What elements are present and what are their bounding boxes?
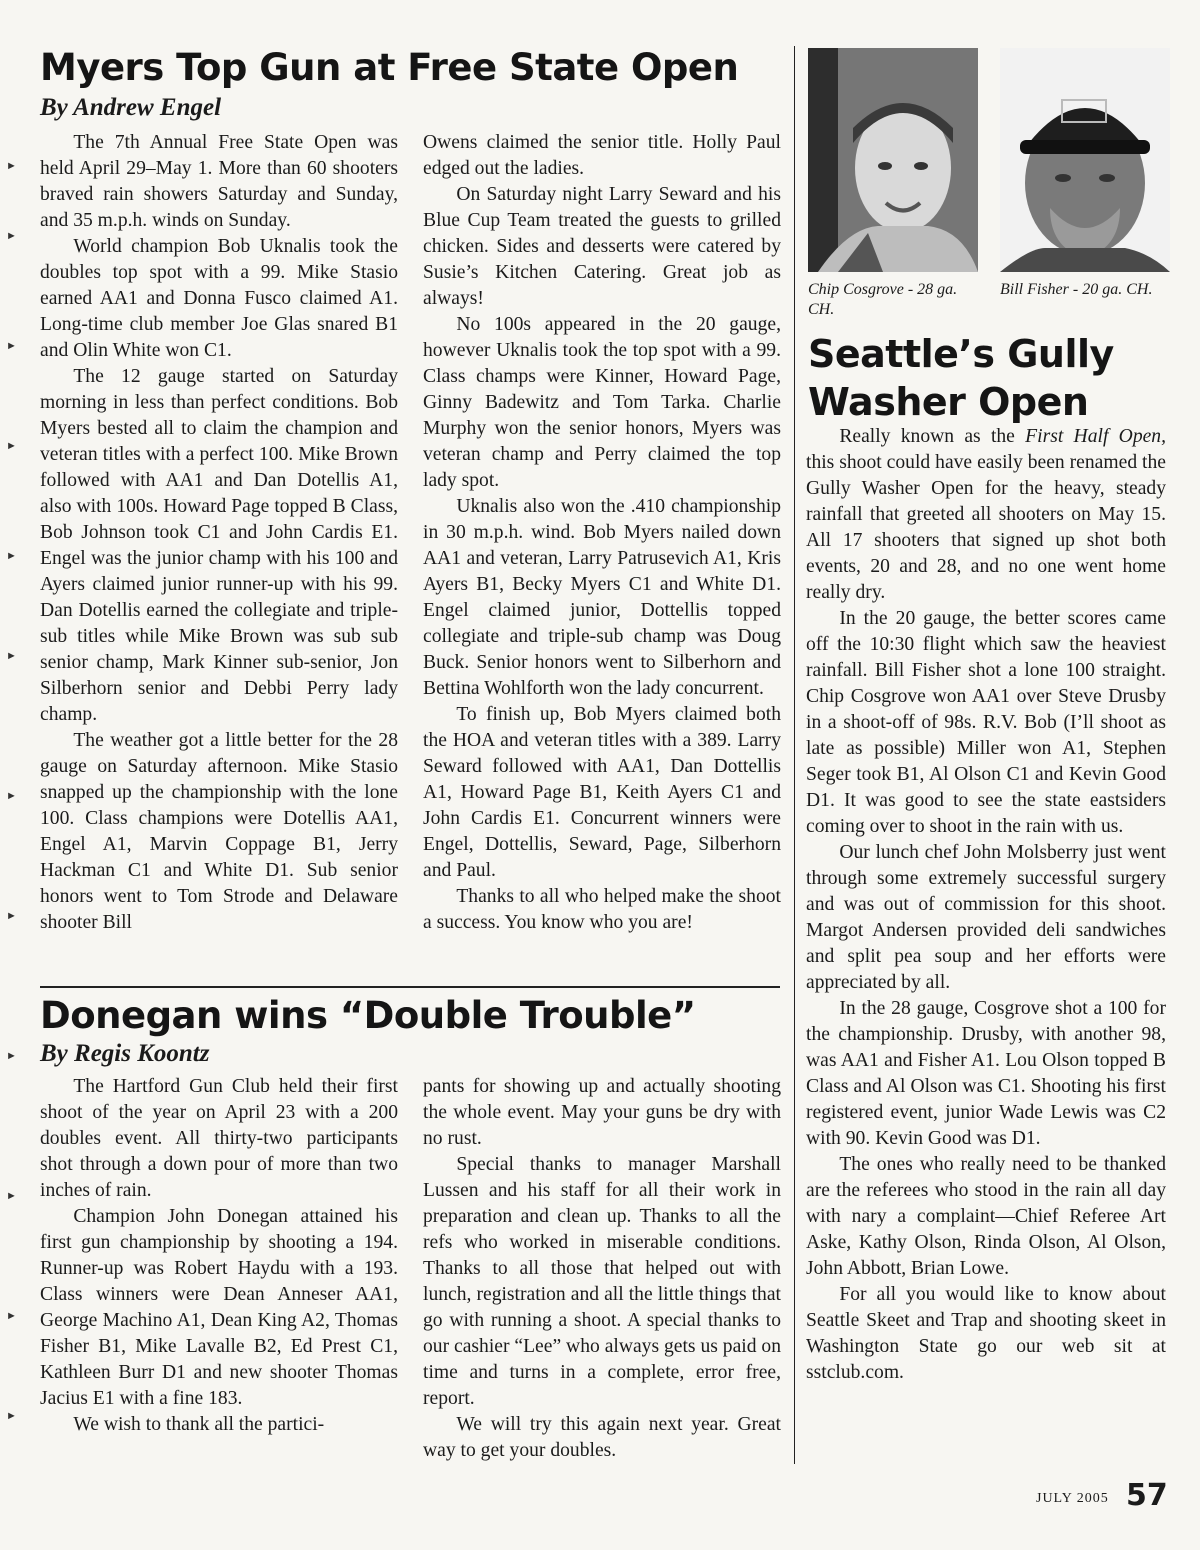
- article3-intro-paragraph: [806, 424, 1166, 606]
- article2-paragraph: Champion John Donegan attained his first gun championship by shooting a 194. Runner-up was Robert Haydu with a 193. Class winners were Dean Anneser AA1, George Machino A1, Dean King A2, Thomas Fisher B1, Mike Lavalle B2, Ed Prest C1, Kathleen Burr D1 and new shooter Thomas Jacius E1 with a fine 183.: [40, 1206, 398, 1409]
- article1-paragraph: The weather got a little better for the 28 gauge on Saturday afternoon. Mike Stasio snapped up the championship with the lone 100. Class champions were Dotellis AA1, Engel A1, Marvin Coppage B1, Jerry Hackman C1 and White D1. Sub senior honors went to Tom Strode and Delaware shooter Bill: [40, 730, 398, 933]
- portrait-image: [1000, 48, 1170, 272]
- photo-chip-cosgrove: [808, 48, 978, 272]
- article2-paragraph: The Hartford Gun Club held their first shoot of the year on April 23 with a 200 doubles event. All thirty-two participants shot through a down pour of more than two inches of rain.: [40, 1076, 398, 1201]
- article2-paragraph: pants for showing up and actually shooting the whole event. May your guns be dry with no rust.: [423, 1076, 781, 1149]
- article1-headline: Myers Top Gun at Free State Open: [40, 46, 739, 89]
- photo-bill-fisher: [1000, 48, 1170, 272]
- article-divider-rule: [40, 986, 780, 988]
- right-column-rule: [794, 46, 795, 1464]
- article1-paragraph: World champion Bob Uknalis took the doubles top spot with a 99. Mike Stasio earned AA1 and Donna Fusco claimed A1. Long-time club member Joe Glas snared B1 and Olin White won C1.: [40, 236, 398, 361]
- article3-column: [806, 424, 1166, 1386]
- article1-column-2: [423, 130, 781, 936]
- article1-byline: By Andrew Engel: [40, 94, 222, 121]
- article3-paragraph: Our lunch chef John Molsberry just went through some extremely successful surgery and was out of commission for this shoot. Margot Andersen provided deli sandwiches and split pea soup and her efforts were appreciated by all.: [806, 842, 1166, 993]
- article1-paragraph: On Saturday night Larry Seward and his Blue Cup Team treated the guests to grilled chicken. Sides and desserts were catered by Susie’s Kitchen Catering. Great job as always!: [423, 184, 781, 309]
- intro-text-rest: this shoot could have easily been renamed the Gully Washer Open for the heavy, steady rainfall that greeted all shooters on May 15. All 17 shooters that signed up shot both events, 20 and 28, and no one went home really dry.: [806, 452, 1166, 603]
- article2-column-2: [423, 1074, 781, 1464]
- article3-paragraph: In the 28 gauge, Cosgrove shot a 100 for the championship. Drusby, with another 98, was AA1 and Fisher A1. Lou Olson topped B Class and Al Olson was C1. Shooting his first registered event, junior Wade Lewis was C2 with 90. Kevin Good was D1.: [806, 998, 1166, 1149]
- article3-paragraph: The ones who really need to be thanked are the referees who stood in the rain all day with nary a complaint—Chief Referee Art Aske, Kathy Olson, Rinda Olson, Al Olson, John Abbott, Brian Lowe.: [806, 1154, 1166, 1279]
- portrait-image: [808, 48, 978, 272]
- article2-headline: Donegan wins “Double Trouble”: [40, 994, 696, 1037]
- article1-paragraph: Owens claimed the senior title. Holly Paul edged out the ladies.: [423, 132, 781, 179]
- intro-text: Really known as the: [839, 426, 1026, 447]
- article3-headline: [808, 330, 1114, 426]
- photo-caption-chip-cosgrove: Chip Cosgrove - 28 ga. CH.: [808, 281, 958, 318]
- intro-italic-title: First Half Open,: [1025, 426, 1167, 447]
- article3-paragraph: For all you would like to know about Seattle Skeet and Trap and shooting skeet in Washington State go our web sit at sstclub.com.: [806, 1284, 1166, 1383]
- article1-paragraph: Uknalis also won the .410 championship in 30 m.p.h. wind. Bob Myers nailed down AA1 and veteran, Larry Patrusevich A1, Kris Ayers B1, Becky Myers C1 and White D1. Engel claimed junior, Dottellis topped collegiate and triple-sub champ was Doug Buck. Senior honors went to Silberhorn and Bettina Wohlforth won the lady concurrent.: [423, 496, 781, 699]
- photo-caption-bill-fisher: Bill Fisher - 20 ga. CH.: [1000, 281, 1153, 298]
- article2-paragraph: We will try this again next year. Great way to get your doubles.: [423, 1414, 781, 1461]
- article1-paragraph: To finish up, Bob Myers claimed both the HOA and veteran titles with a 389. Larry Seward followed with AA1, Dan Dottellis A1, Howard Page B1, Keith Ayers C1 and John Cardis E1. Concurrent winners were Engel, Dottellis, Seward, Page, Silberhorn and Paul.: [423, 704, 781, 881]
- article1-paragraph: The 7th Annual Free State Open was held April 29–May 1. More than 60 shooters braved rain showers Saturday and Sunday, and 35 m.p.h. winds on Sunday.: [40, 132, 398, 231]
- page-number: 57: [1126, 1478, 1168, 1513]
- article2-column-1: [40, 1074, 398, 1438]
- article1-paragraph: Thanks to all who helped make the shoot a success. You know who you are!: [423, 886, 781, 933]
- article3-headline-line2: Washer Open: [808, 380, 1089, 424]
- article1-paragraph: No 100s appeared in the 20 gauge, however Uknalis took the top spot with a 99. Class champs were Kinner, Howard Page, Ginny Badewitz and Tom Tarka. Charlie Murphy won the senior honors, Myers was veteran champ and Perry claimed the top lady spot.: [423, 314, 781, 491]
- article1-column-1: [40, 130, 398, 936]
- article3-paragraph: In the 20 gauge, the better scores came off the 10:30 flight which saw the heaviest rainfall. Bill Fisher shot a lone 100 straight. Chip Cosgrove won AA1 over Steve Drusby in a shoot-off of 98s. R.V. Bob (I’ll shoot as late as possible) Miller won A1, Stephen Seger took B1, Al Olson C1 and Kevin Good D1. It was good to see the state eastsiders coming over to shoot in the rain with us.: [806, 608, 1166, 837]
- article3-headline-line1: Seattle’s Gully: [808, 332, 1114, 376]
- article1-paragraph: The 12 gauge started on Saturday morning in less than perfect conditions. Bob Myers bested all to claim the champion and veteran titles with a perfect 100. Mike Brown followed with AA1 and Dan Dotellis A1, also with 100s. Howard Page topped B Class, Bob Johnson took C1 and John Cardis E1. Engel was the junior champ with his 100 and Ayers claimed junior runner-up with his 99. Dan Dotellis earned the collegiate and triple-sub titles while Mike Brown was sub sub senior champ, Mark Kinner sub-senior, Jon Silberhorn senior and Debbi Perry lady champ.: [40, 366, 398, 725]
- issue-date: JULY 2005: [1036, 1491, 1109, 1506]
- binding-edge-marks: ► ► ► ► ► ► ► ► ► ► ► ►: [6, 160, 17, 1422]
- article2-paragraph: Special thanks to manager Marshall Lussen and his staff for all their work in preparation and clean up. Thanks to all the refs who worked in miserable conditions. Thanks to all those that helped out with lunch, registration and all the little things that go with running a shoot. A special thanks to our cashier “Lee” who always gets us paid on time and turns in a complete, error free, report.: [423, 1154, 782, 1409]
- article2-byline: By Regis Koontz: [40, 1040, 210, 1067]
- article2-paragraph: We wish to thank all the partici-: [73, 1414, 325, 1435]
